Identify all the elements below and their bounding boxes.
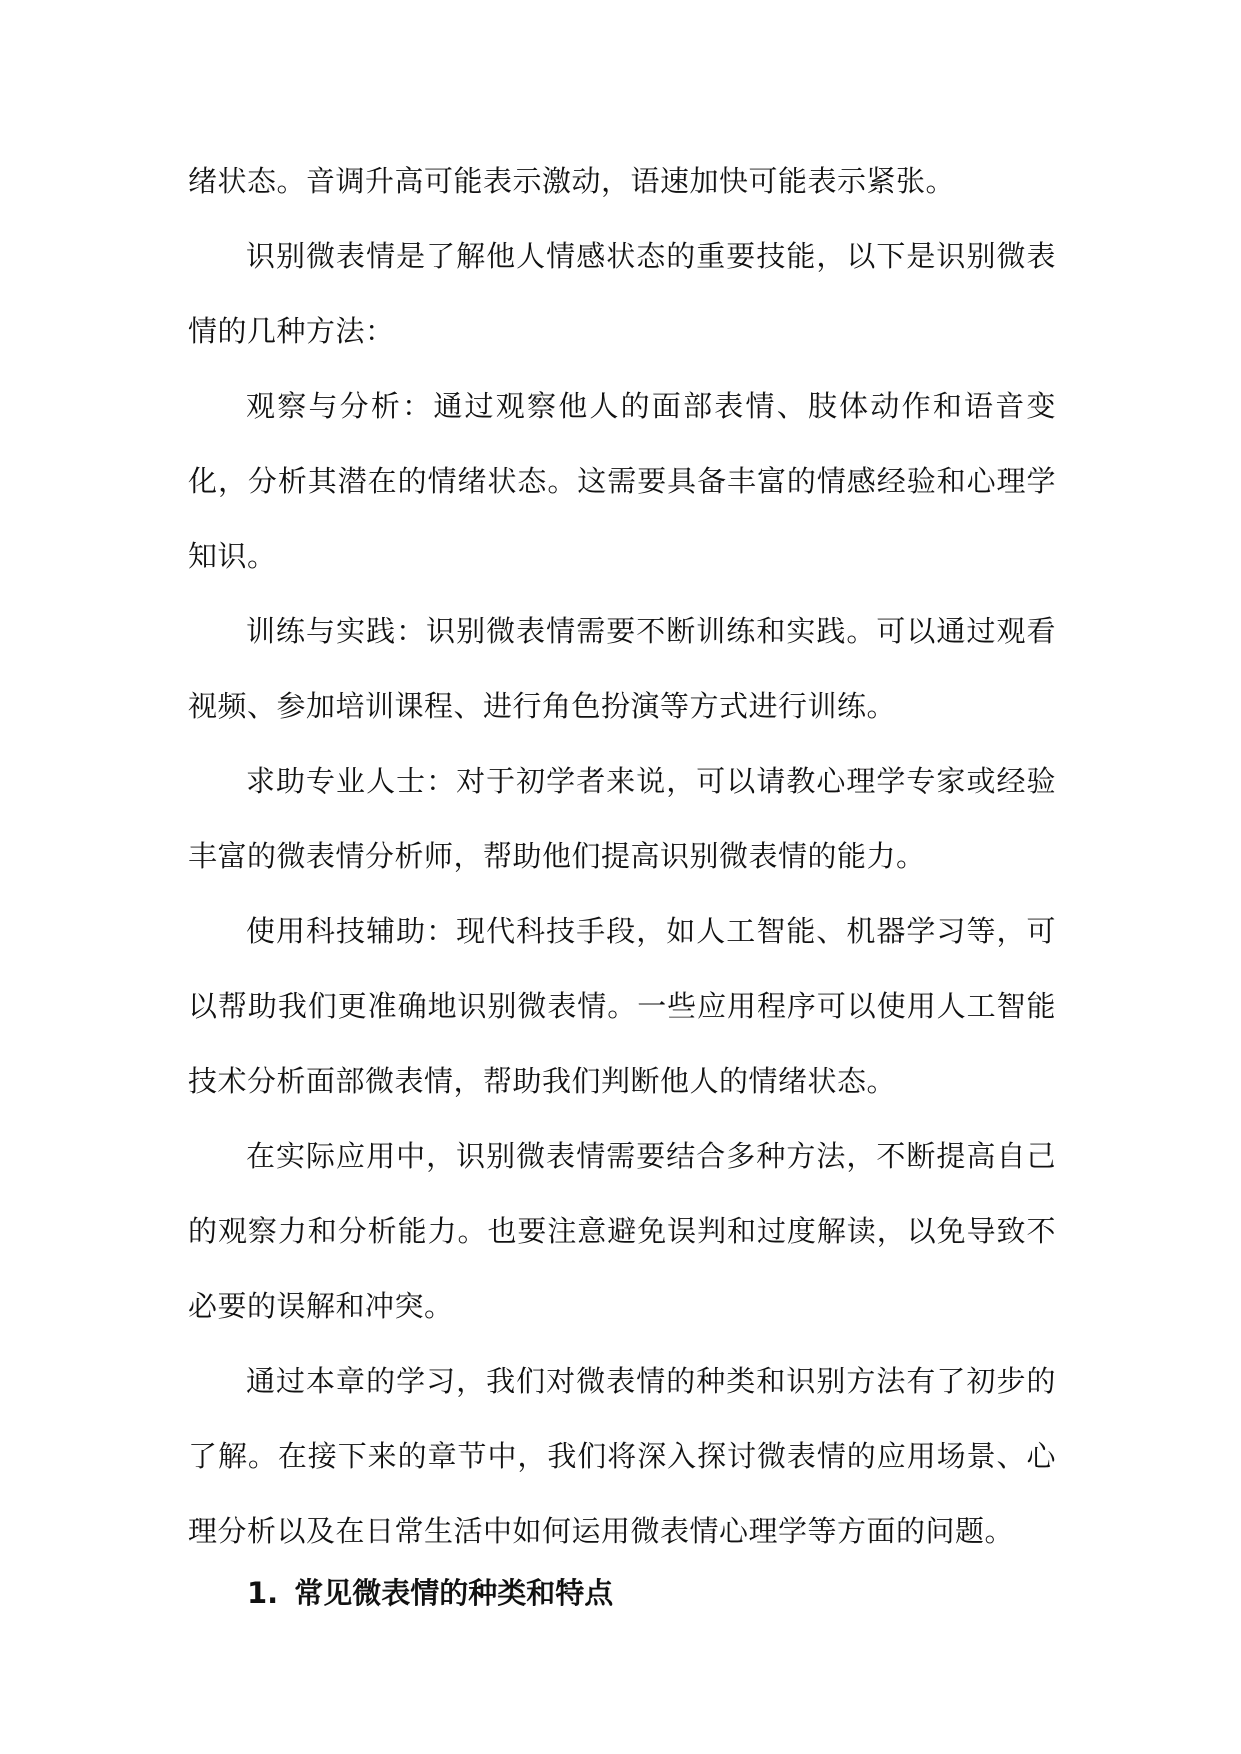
paragraph-train-practice: 训练与实践：识别微表情需要不断训练和实践。可以通过观看视频、参加培训课程、进行角色扮演等方式进行训练。 bbox=[188, 614, 1056, 723]
paragraph-chapter-summary: 通过本章的学习，我们对微表情的种类和识别方法有了初步的了解。在接下来的章节中，我们将深入探讨微表情的应用场景、心理分析以及在日常生活中如何运用微表情心理学等方面的问题。 bbox=[188, 1364, 1056, 1548]
paragraph-seek-experts: 求助专业人士：对于初学者来说，可以请教心理学专家或经验丰富的微表情分析师，帮助他们提高识别微表情的能力。 bbox=[188, 764, 1056, 873]
section-number: 1. bbox=[247, 1576, 279, 1610]
section-heading bbox=[247, 1573, 613, 1613]
paragraph-continuation: 绪状态。音调升高可能表示激动，语速加快可能表示紧张。 bbox=[188, 164, 956, 198]
paragraph-intro-methods: 识别微表情是了解他人情感状态的重要技能，以下是识别微表情的几种方法： bbox=[188, 239, 1056, 348]
paragraph-practical-application: 在实际应用中，识别微表情需要结合多种方法，不断提高自己的观察力和分析能力。也要注意避免误判和过度解读，以免导致不必要的误解和冲突。 bbox=[188, 1139, 1056, 1323]
body-text bbox=[188, 144, 1056, 1569]
paragraph-observe-analyze: 观察与分析：通过观察他人的面部表情、肢体动作和语音变化，分析其潜在的情绪状态。这需要具备丰富的情感经验和心理学知识。 bbox=[188, 389, 1056, 573]
paragraph-technology: 使用科技辅助：现代科技手段，如人工智能、机器学习等，可以帮助我们更准确地识别微表情。一些应用程序可以使用人工智能技术分析面部微表情，帮助我们判断他人的情绪状态。 bbox=[188, 914, 1056, 1098]
section-title: 常见微表情的种类和特点 bbox=[294, 1576, 614, 1610]
